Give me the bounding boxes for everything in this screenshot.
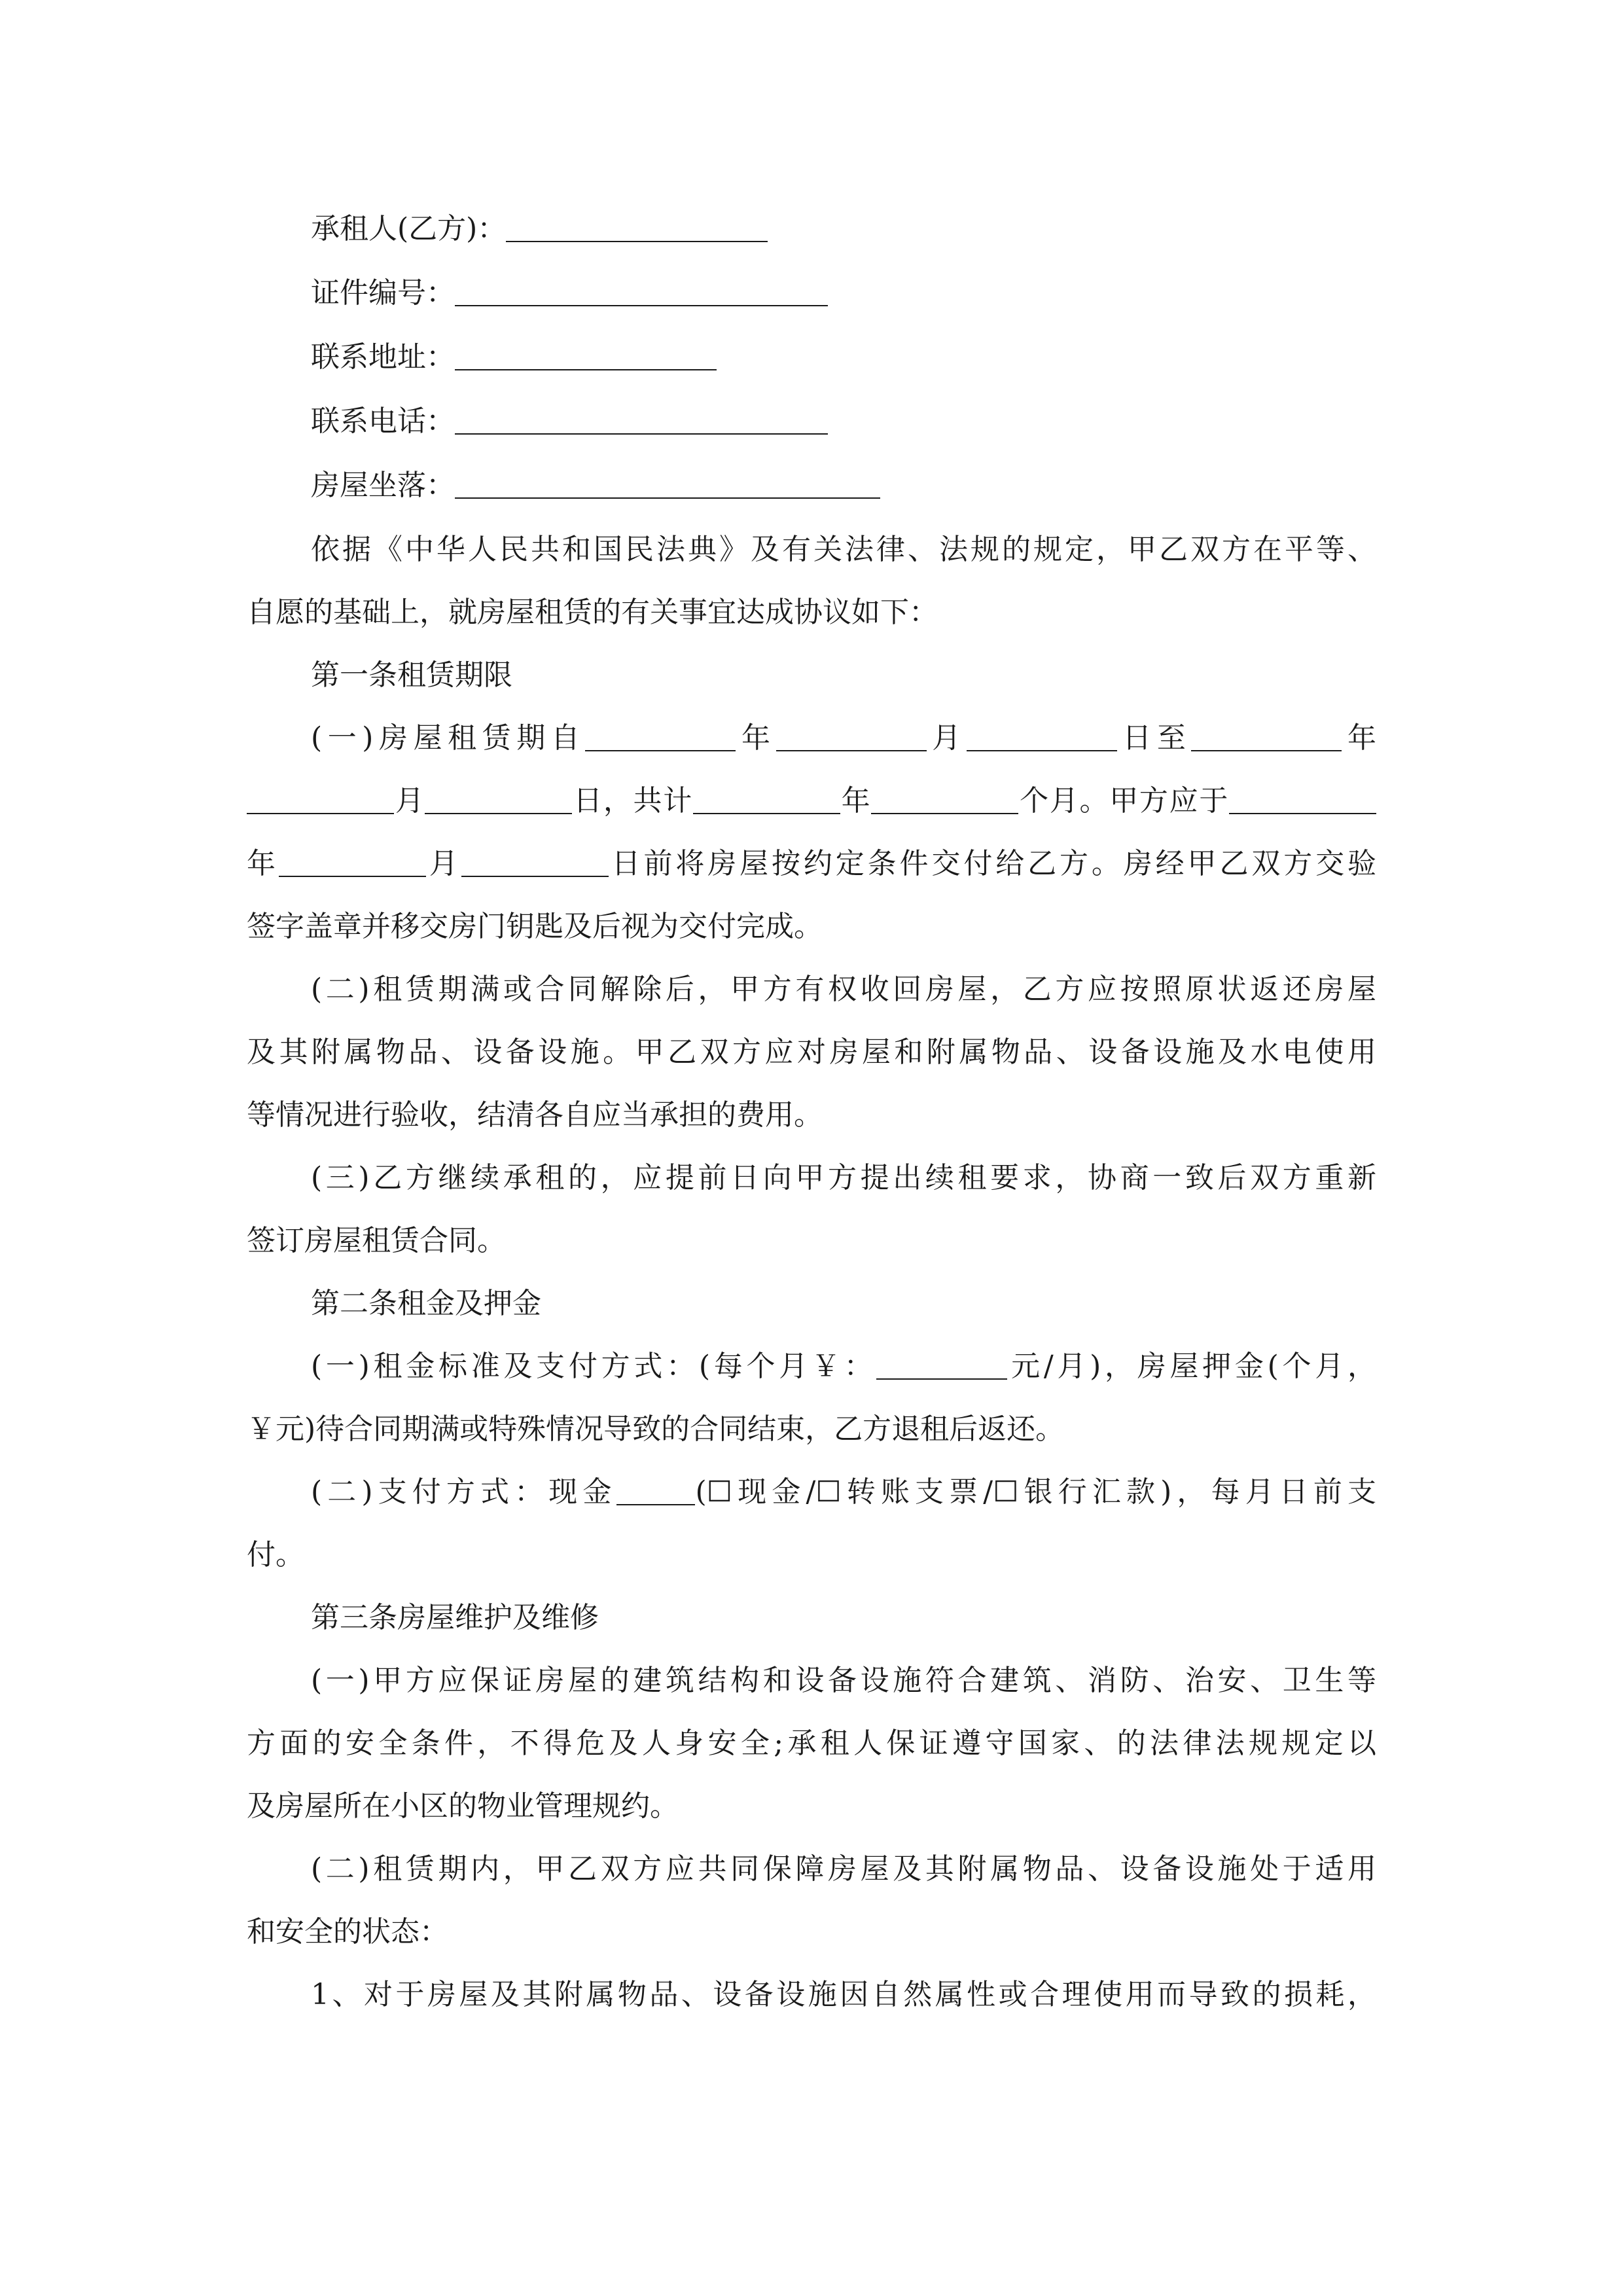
text-fragment: 日前将房屋按约定条件交付给乙方。房经甲乙双方交验 (608, 847, 1377, 880)
end-month-blank (247, 784, 394, 814)
text-fragment: (一)租金标准及支付方式：(每个月￥： (311, 1350, 877, 1383)
id-field (311, 274, 1376, 313)
article1-p1-line4: 签字盖章并移交房门钥匙及后视为交付完成。 (247, 910, 823, 943)
text-fragment: 元/月)，房屋押金(个月， (1007, 1350, 1376, 1383)
text-fragment: 月 (394, 784, 425, 817)
id-label: 证件编号： (311, 276, 455, 310)
text-fragment: 日，共计 (572, 784, 693, 817)
start-day-blank (967, 721, 1117, 751)
article2-p1-line1 (311, 1347, 1376, 1386)
start-month-blank (776, 721, 927, 751)
article3-title: 第三条房屋维护及维修 (311, 1601, 599, 1634)
phone-blank (455, 404, 828, 435)
article2-title: 第二条租金及押金 (311, 1287, 541, 1320)
end-day-blank (425, 784, 572, 814)
text-fragment: 年 (736, 721, 776, 755)
article2-p2-line1 (311, 1473, 1376, 1512)
text-fragment: 个月。甲方应于 (1018, 784, 1230, 817)
article1-title: 第一条租赁期限 (311, 658, 512, 692)
article1-p3-line2: 签订房屋租赁合同。 (247, 1224, 506, 1257)
location-blank (455, 469, 880, 499)
article1-p3-line1: (三)乙方继续承租的，应提前日向甲方提出续租要求，协商一致后双方重新 (311, 1161, 1376, 1194)
text-fragment: (一)房屋租赁期自 (311, 721, 586, 755)
end-year-blank (1191, 721, 1342, 751)
address-label: 联系地址： (311, 340, 455, 374)
phone-label: 联系电话： (311, 404, 455, 438)
start-year-blank (585, 721, 736, 751)
article2-p2-line2: 付。 (247, 1538, 304, 1571)
text-fragment: (二)支付方式：现金 (311, 1475, 617, 1509)
article3-p1-line3: 及房屋所在小区的物业管理规约。 (247, 1789, 679, 1823)
id-blank (455, 276, 828, 306)
article1-p2-line1: (二)租赁期满或合同解除后，甲方有权收回房屋，乙方应按照原状返还房屋 (311, 973, 1376, 1006)
article3-p1-line1: (一)甲方应保证房屋的建筑结构和设备设施符合建筑、消防、治安、卫生等 (311, 1664, 1376, 1697)
article3-p3-line1: 1、对于房屋及其附属物品、设备设施因自然属性或合理使用而导致的损耗， (311, 1978, 1376, 2011)
delivery-day-blank (461, 847, 609, 877)
text-fragment: 年 (247, 847, 279, 880)
article3-p2-line2: 和安全的状态： (247, 1915, 448, 1948)
text-fragment: 月 (425, 847, 461, 880)
text-fragment: 年 (1342, 721, 1377, 755)
phone-field (311, 402, 1376, 441)
article1-p2-line2: 及其附属物品、设备设施。甲乙双方应对房屋和附属物品、设备设施及水电使用 (247, 1035, 1376, 1069)
address-field (311, 338, 1376, 377)
article1-p1-line1 (311, 719, 1376, 758)
delivery-year-blank (1229, 784, 1376, 814)
intro-line-2: 自愿的基础上，就房屋租赁的有关事宜达成协议如下： (247, 596, 938, 629)
intro-line-1: 依据《中华人民共和国民法典》及有关法律、法规的规定，甲乙双方在平等、 (311, 533, 1376, 566)
text-fragment: 年 (840, 784, 872, 817)
tenant-field (311, 209, 1376, 249)
total-year-blank (693, 784, 840, 814)
rent-amount-blank (876, 1350, 1007, 1380)
delivery-month-blank (279, 847, 426, 877)
total-month-blank (871, 784, 1018, 814)
article1-p1-line3 (247, 844, 1376, 884)
location-label: 房屋坐落： (311, 469, 455, 502)
article1-p2-line3: 等情况进行验收，结清各自应当承担的费用。 (247, 1098, 823, 1132)
text-fragment: (☐现金/☐转账支票/☐银行汇款)，每月日前支 (695, 1475, 1376, 1509)
article3-p2-line1: (二)租赁期内，甲乙双方应共同保障房屋及其附属物品、设备设施处于适用 (311, 1852, 1376, 1886)
address-blank (455, 340, 717, 370)
text-fragment: 月 (926, 721, 967, 755)
article3-p1-line2: 方面的安全条件，不得危及人身安全;承租人保证遵守国家、的法律法规规定以 (247, 1727, 1376, 1760)
tenant-blank (506, 212, 768, 242)
article1-p1-line2 (247, 781, 1376, 821)
text-fragment: 日至 (1116, 721, 1192, 755)
payment-method-blank (616, 1475, 695, 1505)
article2-p1-line2: ￥元)待合同期满或特殊情况导致的合同结束，乙方退租后返还。 (247, 1412, 1065, 1446)
location-field (311, 466, 1376, 505)
tenant-label: 承租人(乙方)： (311, 212, 507, 245)
